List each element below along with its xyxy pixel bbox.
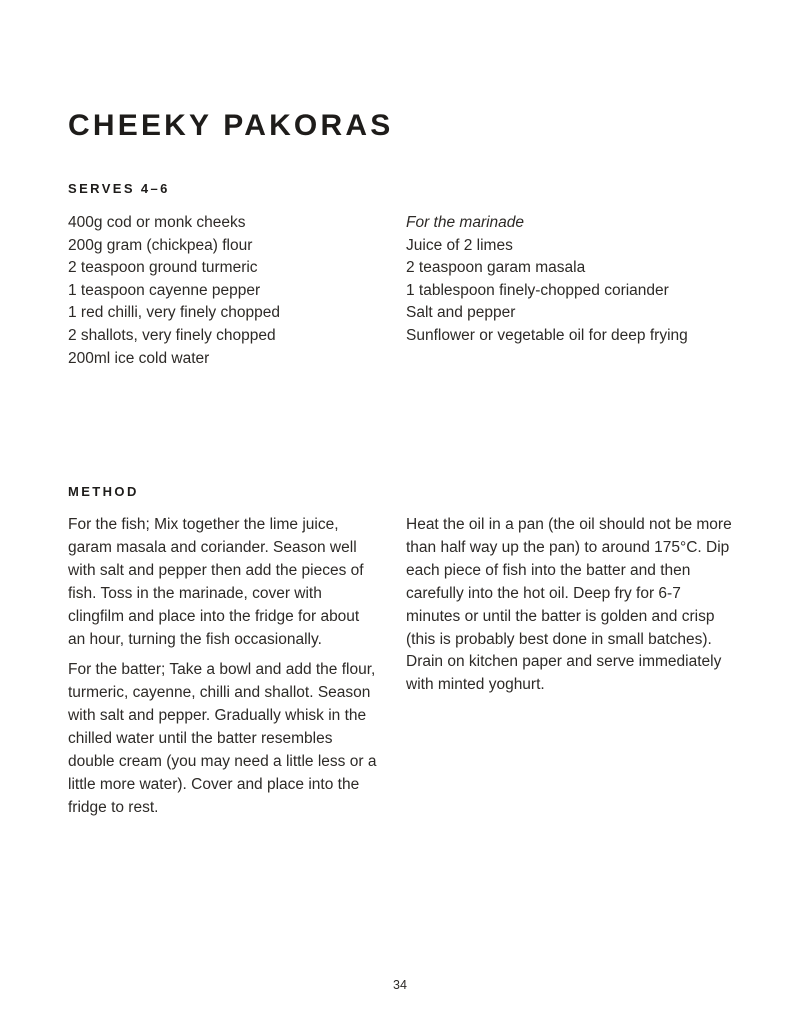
recipe-title: CHEEKY PAKORAS bbox=[68, 109, 394, 142]
ingredient-item: Salt and pepper bbox=[406, 304, 516, 322]
method-column-right bbox=[406, 514, 736, 828]
ingredient-list-marinade bbox=[406, 235, 736, 348]
method-paragraph: For the fish; Mix together the lime juice, garam masala and coriander. Season well with salt and pepper then add the pieces of fish. Toss in the marinade, cover with clingfilm and place into the fridge for about an hour, turning the fish occasionally. bbox=[68, 516, 364, 648]
ingredient-item: 1 red chilli, very finely chopped bbox=[68, 304, 280, 322]
page-number: 34 bbox=[393, 978, 407, 992]
ingredient-list-marinade-wrap bbox=[406, 212, 736, 370]
ingredient-list-main bbox=[68, 212, 406, 370]
method-column-left bbox=[68, 514, 406, 828]
ingredient-item: 400g cod or monk cheeks bbox=[68, 214, 246, 231]
ingredient-item: 200g gram (chickpea) flour bbox=[68, 236, 253, 254]
ingredient-item: 200ml ice cold water bbox=[68, 349, 210, 367]
method-heading: METHOD bbox=[68, 484, 139, 499]
serves-heading: SERVES 4–6 bbox=[68, 181, 170, 196]
method-paragraph: For the batter; Take a bowl and add the flour, turmeric, cayenne, chilli and shallot. Season with salt and pepper. Gradually whisk in the chilled water until the batter resembles double cream (you may need a little less or a little more water). Cover and place into the fridge to rest. bbox=[68, 661, 377, 816]
ingredient-item: 1 teaspoon cayenne pepper bbox=[68, 281, 261, 299]
ingredient-item: 1 tablespoon finely-chopped coriander bbox=[406, 281, 669, 299]
ingredient-item: 2 shallots, very finely chopped bbox=[68, 326, 276, 344]
ingredient-item: Sunflower or vegetable oil for deep frying bbox=[406, 326, 688, 344]
ingredient-item: 2 teaspoon ground turmeric bbox=[68, 259, 258, 277]
marinade-subheading: For the marinade bbox=[406, 214, 525, 231]
ingredient-item: 2 teaspoon garam masala bbox=[406, 259, 586, 277]
method-paragraph: Heat the oil in a pan (the oil should not be more than half way up the pan) to around 175°C. Dip each piece of fish into the batter and then carefully into the hot oil. Deep fry for 6-7 minutes or until the batter is golden and crisp (this is probably best done in small batches). Drain on kitchen paper and serve immediately with minted yoghurt. bbox=[406, 516, 732, 694]
ingredients-section bbox=[68, 212, 736, 370]
method-section bbox=[68, 514, 736, 828]
ingredient-item: Juice of 2 limes bbox=[406, 236, 513, 254]
